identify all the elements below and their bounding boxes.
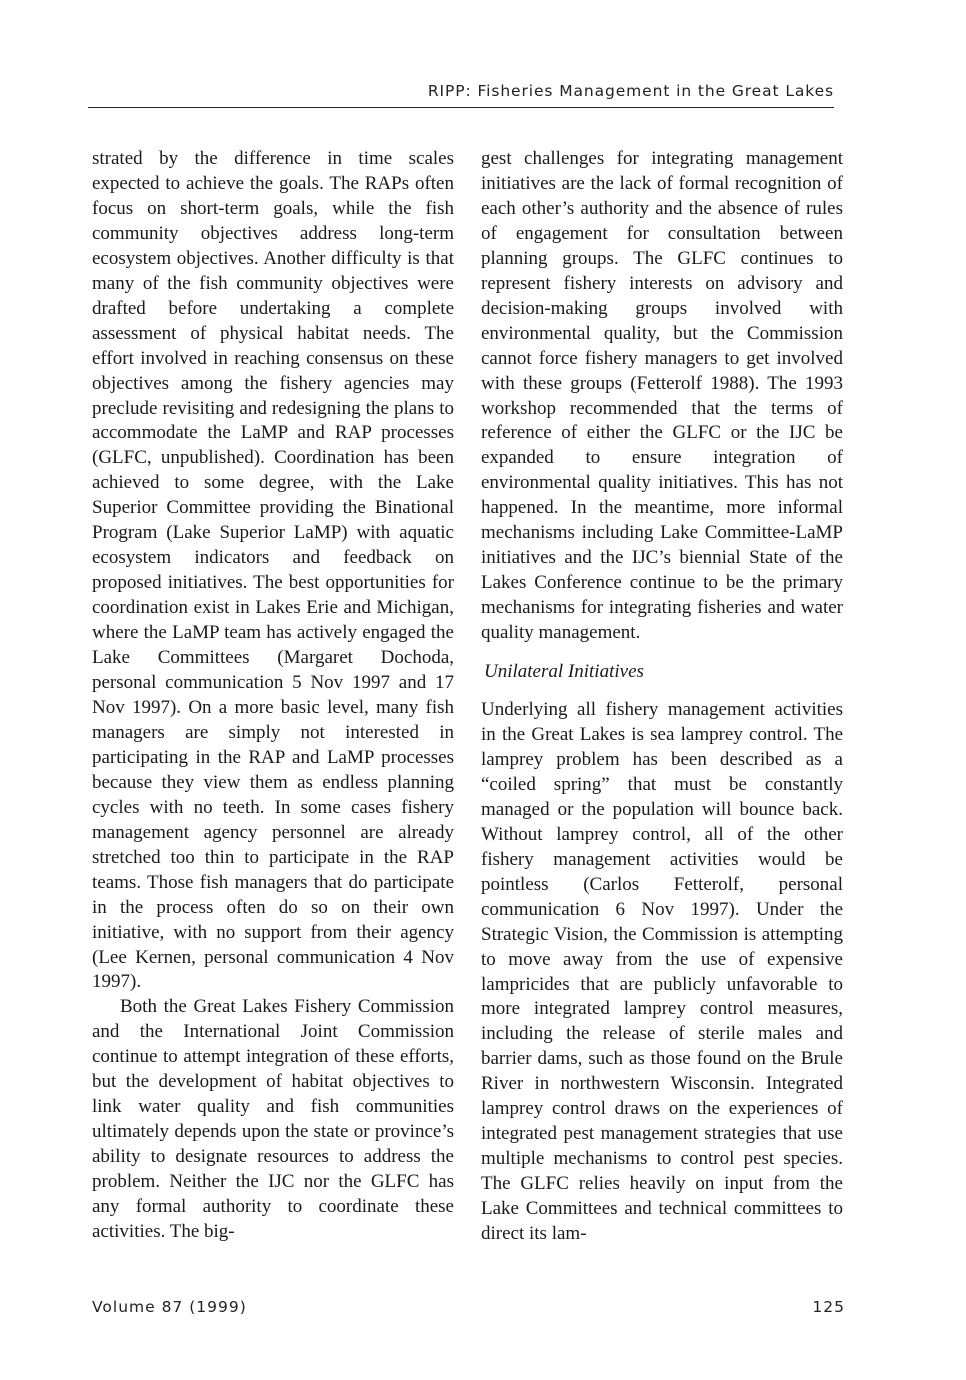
footer-page-number: 125 xyxy=(812,1298,845,1316)
left-paragraph-1: strated by the difference in time scales expected to achieve the goals. The RAPs often focus on short-term goals, while the fish community objectives address long-term ecosystem objectives. Another difficulty is that many of the fish community objectives were drafted before undertaking a complete assessment of physical habitat needs. The effort involved in reaching consensus on these objectives among the fishery agencies may preclude revisiting and redesigning the plans to accommodate the LaMP and RAP processes (GLFC, unpublished). Coordination has been achieved to some degree, with the Lake Superior Committee providing the Binational Program (Lake Superior LaMP) with aquatic ecosystem indicators and feedback on proposed initiatives. The best opportunities for coordination exist in Lakes Erie and Michigan, where the LaMP team has actively engaged the Lake Committees (Margaret Dochoda, personal communication 5 Nov 1997 and 17 Nov 1997). On a more basic level, many fish managers are simply not interested in participating in the RAP and LaMP processes because they view them as endless planning cycles with no teeth. In some cases fishery management agency personnel are already stretched too thin to participate in the RAP teams. Those fish managers that do participate in the process often do so on their own initiative, with no support from their agency (Lee Kernen, personal communication 4 Nov 1997). xyxy=(92,148,454,993)
left-column xyxy=(92,147,454,1245)
footer-volume: Volume 87 (1999) xyxy=(92,1298,247,1316)
header-rule xyxy=(88,107,834,108)
section-subheading: Unilateral Initiatives xyxy=(484,661,644,683)
left-paragraph-2: Both the Great Lakes Fishery Commission and the International Joint Commission continue to attempt integration of these efforts, but the development of habitat objectives to link water quality and fish communities ultimately depends upon the state or province’s ability to designate resources to address the problem. Neither the IJC nor the GLFC has any formal authority to coordinate these activities. The big- xyxy=(92,996,454,1242)
right-column xyxy=(481,147,843,1247)
right-paragraph-2: Underlying all fishery management activities in the Great Lakes is sea lamprey control. The lamprey problem has been described as a “coiled spring” that must be constantly managed or the population will bounce back. Without lamprey control, all of the other fishery management activities would be pointless (Carlos Fetterolf, personal communication 6 Nov 1997). Under the Strategic Vision, the Commission is attempting to move away from the use of expensive lampricides that are publicly unfavorable to more integrated lamprey control measures, including the release of sterile males and barrier dams, such as those found on the Brule River in northwestern Wisconsin. Integrated lamprey control draws on the experiences of integrated pest management strategies that use multiple mechanisms to control pest species. The GLFC relies heavily on input from the Lake Committees and technical committees to direct its lam- xyxy=(481,699,843,1245)
right-paragraph-1: gest challenges for integrating management initiatives are the lack of formal recognition of each other’s authority and the absence of rules of engagement for consultation between planning groups. The GLFC continues to represent fishery interests on advisory and decision-making groups involved with environmental quality, but the Commission cannot force fishery managers to get involved with these groups (Fetterolf 1988). The 1993 workshop recommended that the terms of reference of either the GLFC or the IJC be expanded to ensure integration of environmental quality initiatives. This has not happened. In the meantime, more informal mechanisms including Lake Committee-LaMP initiatives and the IJC’s biennial State of the Lakes Conference continue to be the primary mechanisms for integrating fisheries and water quality management. xyxy=(481,148,843,644)
running-header: RIPP: Fisheries Management in the Great Lakes xyxy=(427,82,834,100)
